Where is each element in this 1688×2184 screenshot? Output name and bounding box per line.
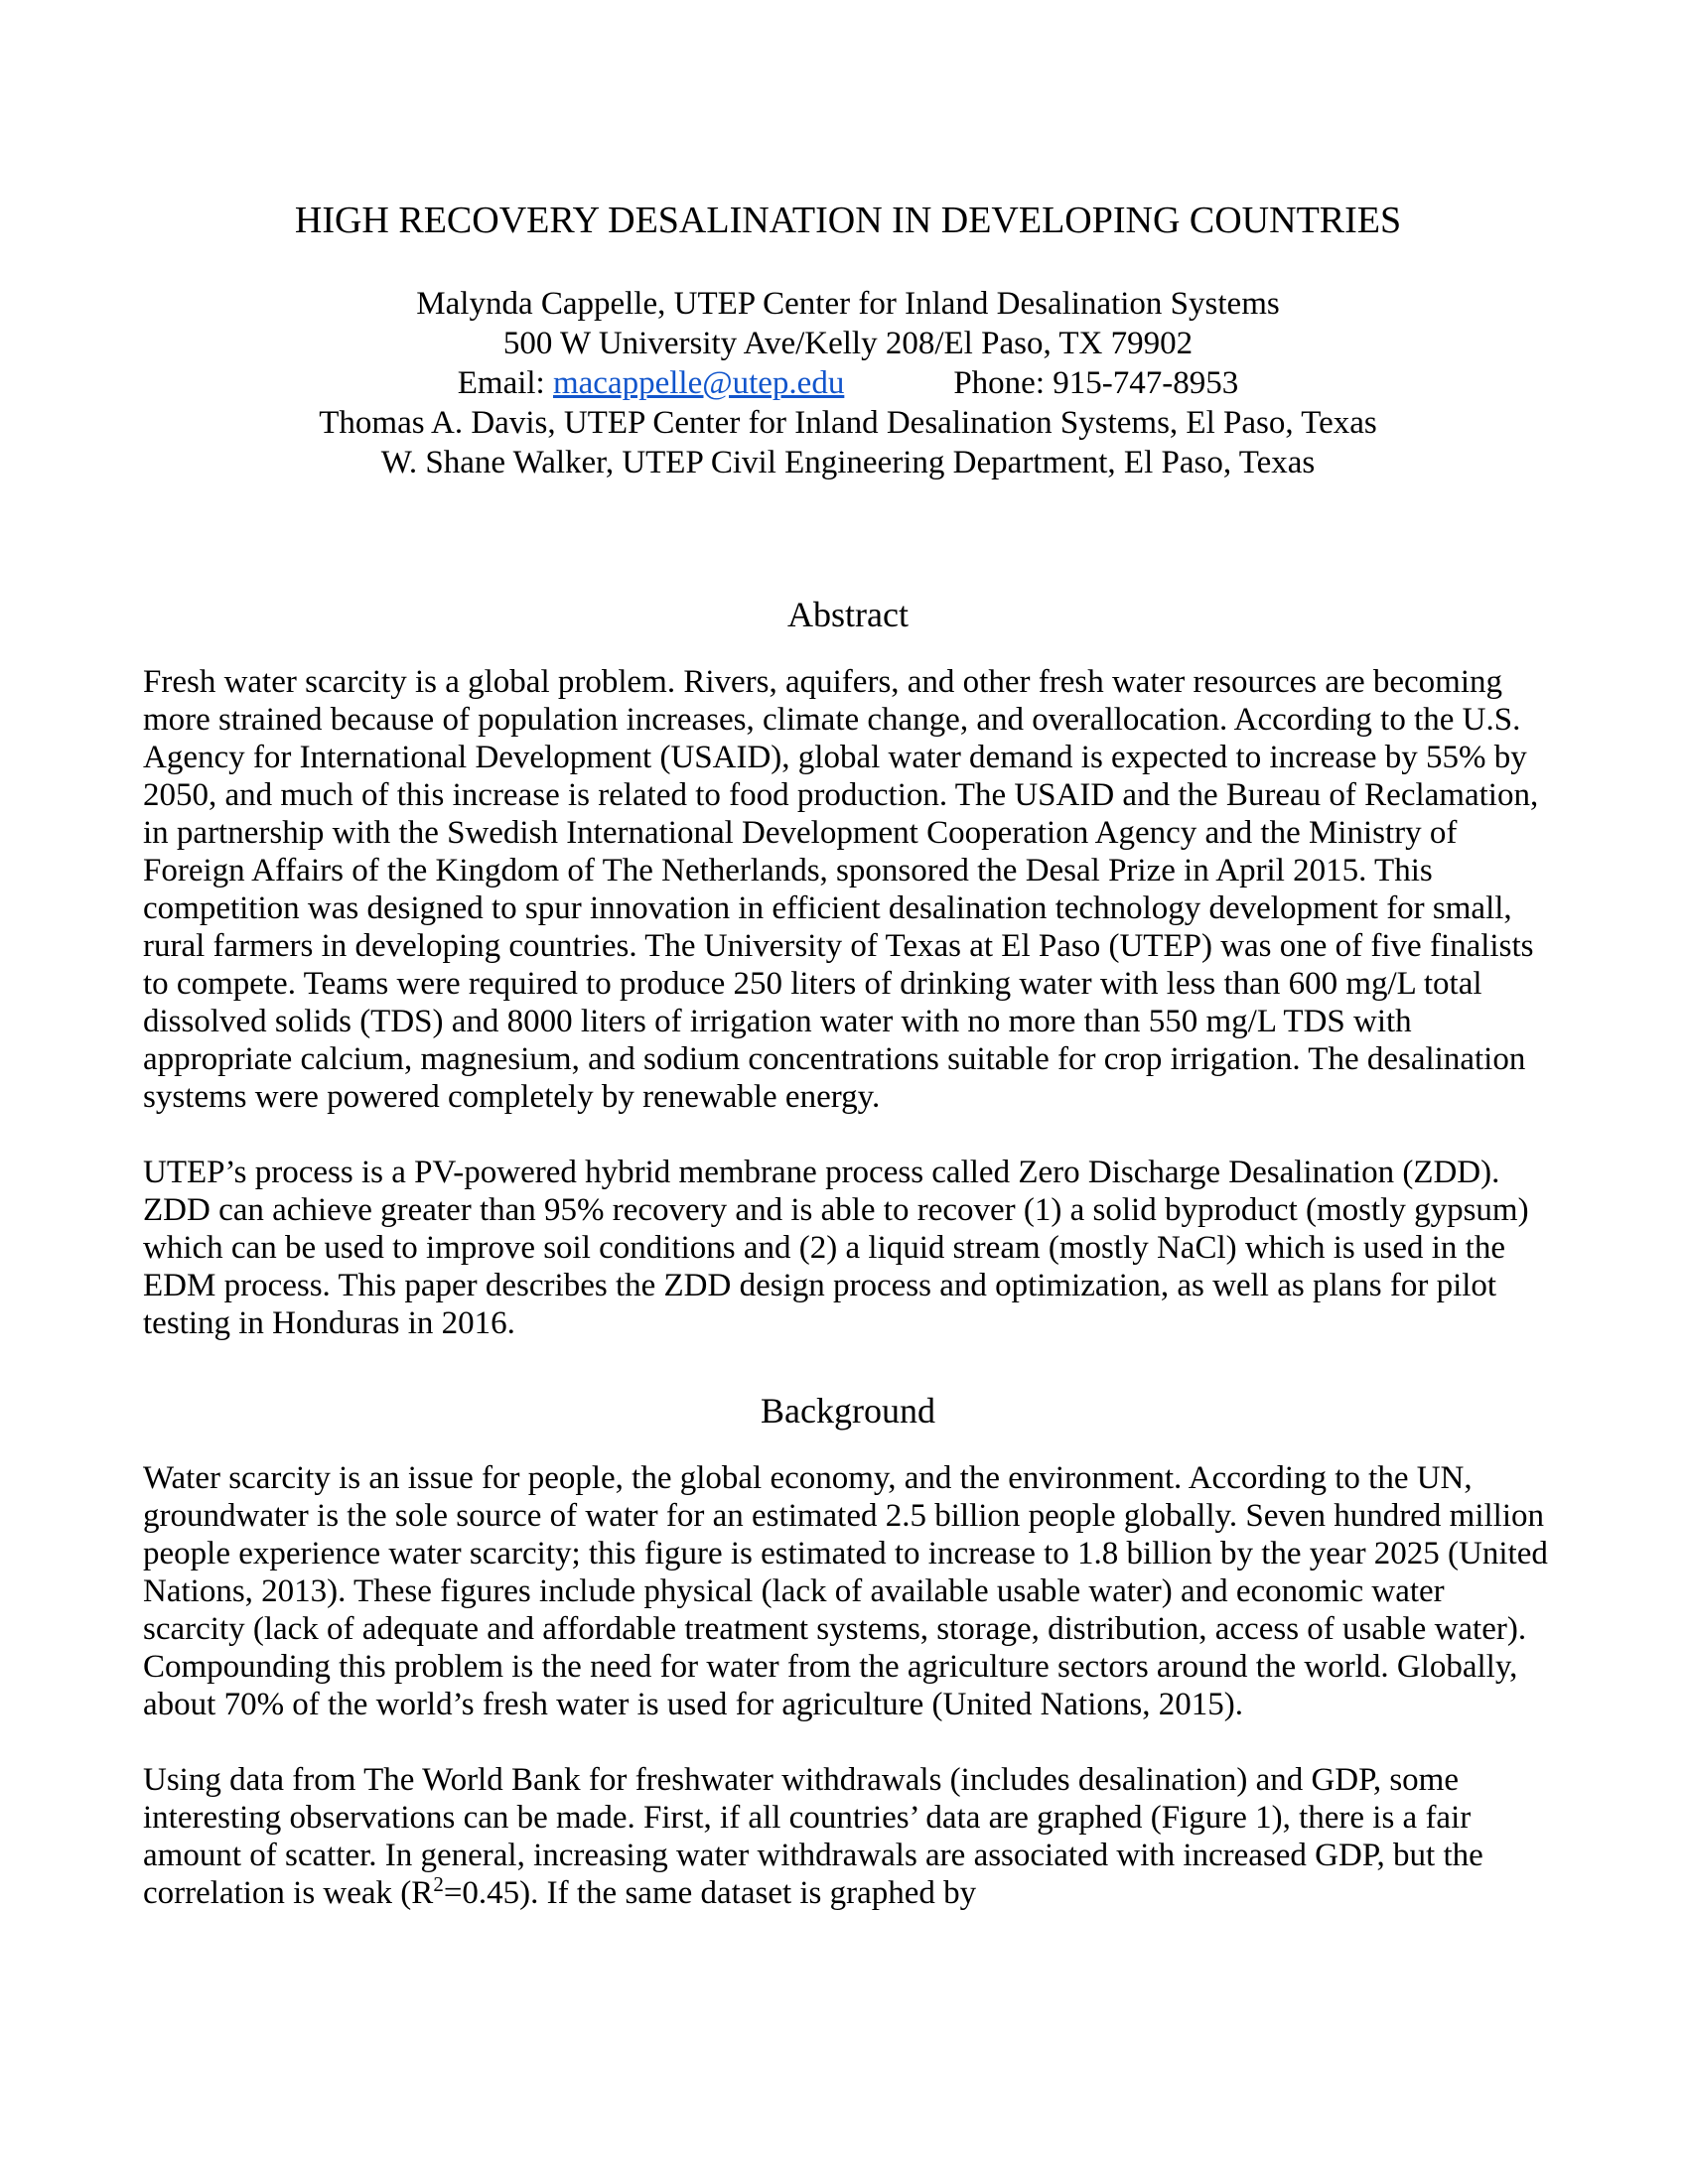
background-paragraph-2-tail: =0.45). If the same dataset is graphed by <box>443 1875 977 1911</box>
abstract-heading: Abstract <box>787 595 909 634</box>
author-line-2: Thomas A. Davis, UTEP Center for Inland Desalination Systems, El Paso, Texas <box>319 405 1377 441</box>
author-line-3: W. Shane Walker, UTEP Civil Engineering Department, El Paso, Texas <box>380 445 1316 480</box>
background-paragraph-1: Water scarcity is an issue for people, the global economy, and the environment. According to the UN, groundwater is the sole source of water for an estimated 2.5 billion people globally. Seven hundred million people experience water scarcity; this figure is estimated to increase to 1.8 billion by the year 2025 (United Nations, 2013). These figures include physical (lack of available usable water) and economic water scarcity (lack of adequate and affordable treatment systems, storage, distribution, access of usable water). Compounding this problem is the need for water from the agriculture sectors around the world. Globally, about 70% of the world’s fresh water is used for agriculture (United Nations, 2015). <box>143 1460 1548 1722</box>
abstract-paragraph-1: Fresh water scarcity is a global problem. Rivers, aquifers, and other fresh water resources are becoming more strained because of population increases, climate change, and overallocation. According to the U.S. Agency for International Development (USAID), global water demand is expected to increase by 55% by 2050, and much of this increase is related to food production. The USAID and the Bureau of Reclamation, in partnership with the Swedish International Development Cooperation Agency and the Ministry of Foreign Affairs of the Kingdom of The Netherlands, sponsored the Desal Prize in April 2015. This competition was designed to spur innovation in efficient desalination technology development for small, rural farmers in developing countries. The University of Texas at El Paso (UTEP) was one of five finalists to compete. Teams were required to produce 250 liters of drinking water with less than 600 mg/L total dissolved solids (TDS) and 8000 liters of irrigation water with no more than 550 mg/L TDS with appropriate calcium, magnesium, and sodium concentrations suitable for crop irrigation. The desalination systems were powered completely by renewable energy. <box>143 664 1539 1115</box>
abstract-paragraph-2: UTEP’s process is a PV-powered hybrid membrane process called Zero Discharge Desalination (ZDD). ZDD can achieve greater than 95% recovery and is able to recover (1) a solid byproduct (mostly gypsum) which can be used to improve soil conditions and (2) a liquid stream (mostly NaCl) which is used in the EDM process. This paper describes the ZDD design process and optimization, as well as plans for pilot testing in Honduras in 2016. <box>143 1155 1529 1341</box>
phone-text: Phone: 915-747-8953 <box>953 365 1239 401</box>
paper-title: HIGH RECOVERY DESALINATION IN DEVELOPING COUNTRIES <box>294 200 1402 241</box>
author-address-line: 500 W University Ave/Kelly 208/El Paso, TX 79902 <box>502 326 1194 361</box>
author-line-1: Malynda Cappelle, UTEP Center for Inland Desalination Systems <box>416 286 1280 322</box>
email-label: Email: <box>457 365 553 401</box>
contact-line <box>143 363 1553 403</box>
background-paragraph-2 <box>143 1761 1553 1912</box>
email-link[interactable]: macappelle@utep.edu <box>552 365 845 401</box>
background-paragraph-2-text: Using data from The World Bank for freshwater withdrawals (includes desalination) and GDP, some interesting observations can be made. First, if all countries’ data are graphed (Figure 1), there is a fair amount of scatter. In general, increasing water withdrawals are associated with increased GDP, but the correlation is weak (R <box>143 1762 1483 1911</box>
r-squared-superscript: 2 <box>433 1872 444 1896</box>
background-heading: Background <box>761 1391 935 1431</box>
